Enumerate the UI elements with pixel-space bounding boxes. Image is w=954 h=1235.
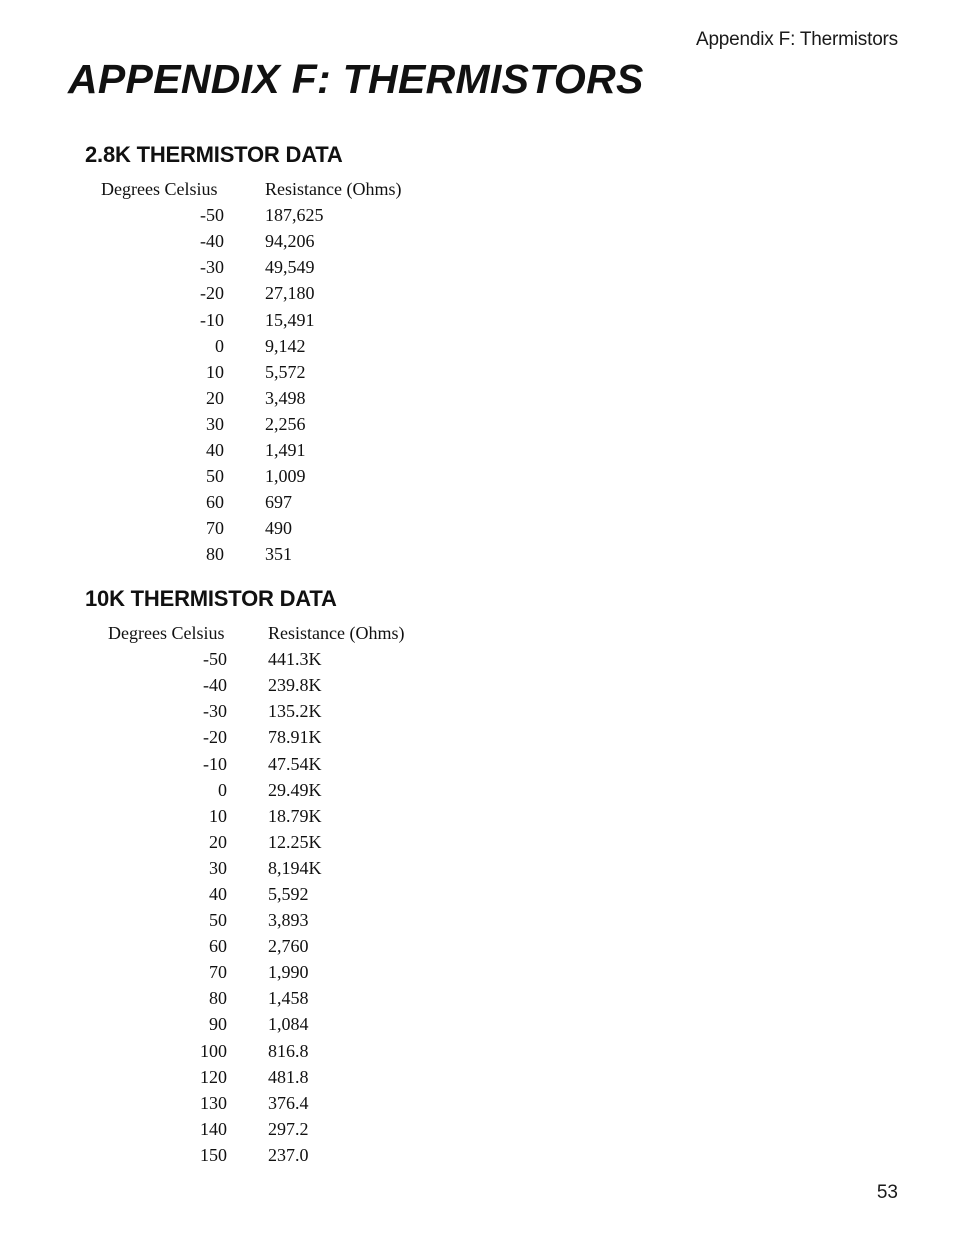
table-row: [101, 463, 401, 489]
cell-resistance: 2,256: [265, 413, 306, 434]
table-row: [101, 385, 401, 411]
cell-degrees-celsius: -30: [200, 257, 224, 278]
cell-degrees-celsius: -10: [203, 753, 227, 774]
table-row: [101, 515, 401, 541]
cell-resistance: 1,458: [268, 988, 309, 1009]
cell-degrees-celsius: 140: [200, 1118, 227, 1139]
table-row: [108, 829, 404, 855]
table-row: [108, 933, 404, 959]
table-body-10k: [108, 646, 404, 1168]
section-10k-thermistor: [85, 584, 404, 1168]
table-row: [108, 1116, 404, 1142]
cell-resistance: 8,194K: [268, 857, 322, 878]
cell-resistance: 12.25K: [268, 831, 322, 852]
table-row: [101, 306, 401, 332]
cell-resistance: 1,990: [268, 962, 309, 983]
cell-resistance: 27,180: [265, 283, 315, 304]
cell-resistance: 135.2K: [268, 701, 322, 722]
cell-degrees-celsius: 60: [209, 936, 227, 957]
cell-degrees-celsius: -20: [203, 727, 227, 748]
cell-degrees-celsius: 70: [206, 518, 224, 539]
table-row: [108, 1011, 404, 1037]
cell-resistance: 94,206: [265, 231, 315, 252]
cell-resistance: 5,572: [265, 361, 306, 382]
cell-degrees-celsius: 0: [218, 779, 227, 800]
cell-degrees-celsius: -20: [200, 283, 224, 304]
cell-resistance: 18.79K: [268, 805, 322, 826]
cell-degrees-celsius: 90: [209, 1014, 227, 1035]
table-header-row: [108, 620, 404, 646]
table-row: [108, 646, 404, 672]
table-body-2-8k: [101, 202, 401, 567]
page-number: 53: [876, 1182, 898, 1203]
table-row: [108, 985, 404, 1011]
table-header-row: [101, 176, 401, 202]
cell-degrees-celsius: 70: [209, 962, 227, 983]
table-row: [108, 724, 404, 750]
cell-degrees-celsius: 20: [206, 387, 224, 408]
table-row: [101, 359, 401, 385]
column-header-degrees-celsius: Degrees Celsius: [108, 623, 225, 644]
cell-degrees-celsius: 60: [206, 492, 224, 513]
section-2-8k-thermistor: [85, 140, 401, 567]
table-row: [108, 855, 404, 881]
thermistor-table-2-8k: [101, 176, 401, 567]
column-header-resistance: Resistance (Ohms): [265, 179, 402, 200]
cell-degrees-celsius: -30: [203, 701, 227, 722]
cell-degrees-celsius: 150: [200, 1144, 227, 1165]
table-row: [101, 333, 401, 359]
thermistor-table-10k: [108, 620, 404, 1168]
cell-degrees-celsius: 50: [209, 910, 227, 931]
cell-resistance: 1,491: [265, 439, 306, 460]
cell-degrees-celsius: 80: [206, 544, 224, 565]
column-header-resistance: Resistance (Ohms): [268, 623, 405, 644]
cell-degrees-celsius: 30: [209, 857, 227, 878]
table-row: [108, 1142, 404, 1168]
table-row: [108, 803, 404, 829]
cell-degrees-celsius: -50: [203, 649, 227, 670]
cell-resistance: 187,625: [265, 205, 324, 226]
cell-degrees-celsius: 0: [215, 335, 224, 356]
table-row: [101, 541, 401, 567]
cell-resistance: 490: [265, 518, 292, 539]
table-row: [108, 698, 404, 724]
cell-resistance: 697: [265, 492, 292, 513]
cell-resistance: 47.54K: [268, 753, 322, 774]
section-title-2-8k: 2.8K THERMISTOR DATA: [85, 142, 343, 167]
table-row: [108, 881, 404, 907]
cell-resistance: 29.49K: [268, 779, 322, 800]
table-row: [101, 202, 401, 228]
table-row: [108, 959, 404, 985]
table-row: [101, 437, 401, 463]
cell-resistance: 3,893: [268, 910, 309, 931]
cell-resistance: 3,498: [265, 387, 306, 408]
table-row: [101, 254, 401, 280]
cell-resistance: 1,009: [265, 466, 306, 487]
cell-resistance: 441.3K: [268, 649, 322, 670]
cell-resistance: 481.8: [268, 1066, 309, 1087]
table-row: [101, 489, 401, 515]
cell-degrees-celsius: 10: [209, 805, 227, 826]
table-row: [101, 228, 401, 254]
cell-degrees-celsius: -10: [200, 309, 224, 330]
cell-degrees-celsius: 50: [206, 466, 224, 487]
cell-resistance: 15,491: [265, 309, 315, 330]
cell-resistance: 237.0: [268, 1144, 309, 1165]
cell-resistance: 816.8: [268, 1040, 309, 1061]
cell-degrees-celsius: -40: [203, 675, 227, 696]
cell-resistance: 78.91K: [268, 727, 322, 748]
cell-resistance: 2,760: [268, 936, 309, 957]
cell-resistance: 49,549: [265, 257, 315, 278]
cell-degrees-celsius: 80: [209, 988, 227, 1009]
table-row: [108, 1090, 404, 1116]
cell-degrees-celsius: 40: [206, 439, 224, 460]
cell-degrees-celsius: 100: [200, 1040, 227, 1061]
column-header-degrees-celsius: Degrees Celsius: [101, 179, 218, 200]
cell-resistance: 351: [265, 544, 292, 565]
cell-degrees-celsius: -40: [200, 231, 224, 252]
table-row: [101, 280, 401, 306]
cell-degrees-celsius: -50: [200, 205, 224, 226]
cell-resistance: 5,592: [268, 883, 309, 904]
cell-resistance: 376.4: [268, 1092, 309, 1113]
cell-degrees-celsius: 130: [200, 1092, 227, 1113]
cell-resistance: 1,084: [268, 1014, 309, 1035]
cell-degrees-celsius: 20: [209, 831, 227, 852]
cell-degrees-celsius: 10: [206, 361, 224, 382]
cell-degrees-celsius: 120: [200, 1066, 227, 1087]
cell-resistance: 297.2: [268, 1118, 309, 1139]
page-title: APPENDIX F: THERMISTORS: [68, 56, 644, 102]
table-row: [108, 907, 404, 933]
running-header: Appendix F: Thermistors: [695, 29, 898, 50]
cell-degrees-celsius: 40: [209, 883, 227, 904]
table-row: [108, 1064, 404, 1090]
cell-degrees-celsius: 30: [206, 413, 224, 434]
table-row: [108, 672, 404, 698]
cell-resistance: 239.8K: [268, 675, 322, 696]
table-row: [108, 750, 404, 776]
table-row: [108, 1038, 404, 1064]
table-row: [108, 777, 404, 803]
cell-resistance: 9,142: [265, 335, 306, 356]
section-title-10k: 10K THERMISTOR DATA: [85, 586, 337, 611]
table-row: [101, 411, 401, 437]
